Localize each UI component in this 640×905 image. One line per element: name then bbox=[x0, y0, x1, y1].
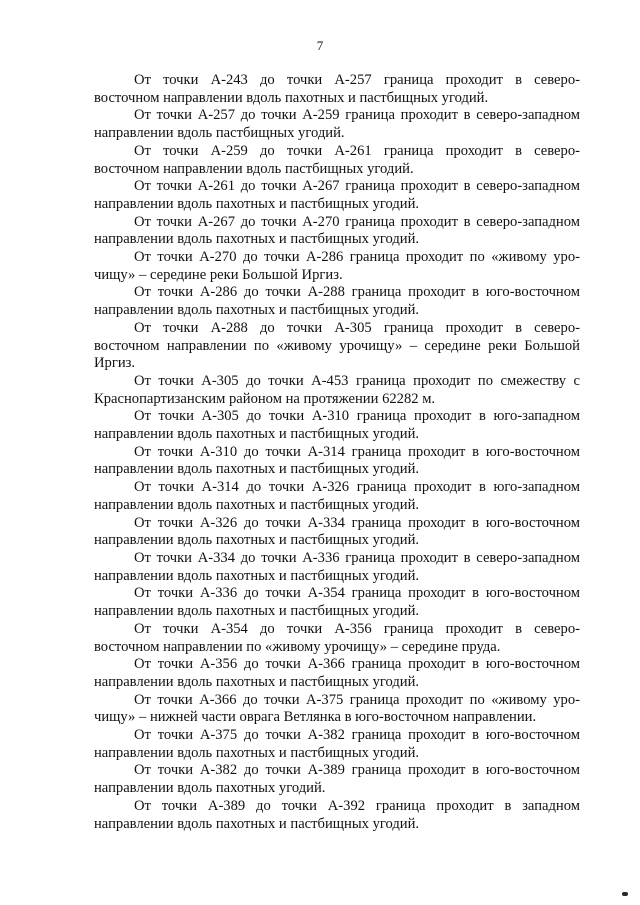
paragraph-line: От точки А-354 до точки А-356 граница проходит в северо- bbox=[134, 620, 580, 637]
paragraph bbox=[94, 373, 580, 408]
paragraph-line: чищу» – середине реки Большой Иргиз. bbox=[94, 266, 343, 283]
paragraph-line: От точки А-261 до точки А-267 граница проходит в северо-западном bbox=[134, 178, 580, 195]
document-body bbox=[94, 72, 580, 833]
paragraph-line: восточном направлении вдоль пахотных и пастбищных угодий. bbox=[94, 89, 489, 106]
paragraph-line: От точки А-314 до точки А-326 граница проходит в юго-западном bbox=[134, 479, 580, 496]
paragraph-line: От точки А-356 до точки А-366 граница проходит в юго-восточном bbox=[134, 656, 580, 673]
paragraph bbox=[94, 444, 580, 479]
paragraph-line: направлении вдоль пахотных и пастбищных угодий. bbox=[94, 567, 420, 584]
paragraph bbox=[94, 727, 580, 762]
paragraph bbox=[94, 72, 580, 107]
paragraph bbox=[94, 550, 580, 585]
paragraph bbox=[94, 178, 580, 213]
paragraph bbox=[94, 762, 580, 797]
paragraph-line: От точки А-336 до точки А-354 граница проходит в юго-восточном bbox=[134, 585, 580, 602]
paragraph bbox=[94, 585, 580, 620]
paragraph-line: От точки А-305 до точки А-453 граница проходит по смежеству с bbox=[134, 372, 580, 389]
paragraph-line: направлении вдоль пастбищных угодий. bbox=[94, 125, 345, 142]
paragraph-line: От точки А-305 до точки А-310 граница проходит в юго-западном bbox=[134, 408, 580, 425]
paragraph-line: направлении вдоль пахотных и пастбищных угодий. bbox=[94, 532, 420, 549]
paragraph-line: От точки А-267 до точки А-270 граница проходит в северо-западном bbox=[134, 213, 580, 230]
paragraph bbox=[94, 656, 580, 691]
paragraph-line: восточном направлении по «живому урочищу» – середине реки Большой bbox=[94, 337, 580, 354]
paragraph-line: Краснопартизанским районом на протяжении 62282 м. bbox=[94, 390, 436, 407]
paragraph-line: восточном направлении по «живому урочищу» – середине пруда. bbox=[94, 638, 501, 655]
paragraph-line: направлении вдоль пахотных и пастбищных угодий. bbox=[94, 426, 420, 443]
page-number: 7 bbox=[316, 38, 324, 53]
paragraph-line: От точки А-288 до точки А-305 граница проходит в северо- bbox=[134, 319, 580, 336]
paragraph-line: От точки А-310 до точки А-314 граница проходит в юго-восточном bbox=[134, 443, 580, 460]
paragraph bbox=[94, 515, 580, 550]
paragraph-line: направлении вдоль пахотных и пастбищных угодий. bbox=[94, 302, 420, 319]
paragraph-line: От точки А-270 до точки А-286 граница проходит по «живому уро- bbox=[134, 249, 580, 266]
paragraph bbox=[94, 107, 580, 142]
paragraph bbox=[94, 479, 580, 514]
paragraph-line: направлении вдоль пахотных и пастбищных угодий. bbox=[94, 673, 420, 690]
paragraph-line: направлении вдоль пахотных и пастбищных угодий. bbox=[94, 496, 420, 513]
paragraph-line: От точки А-286 до точки А-288 граница проходит в юго-восточном bbox=[134, 284, 580, 301]
paragraph-line: От точки А-259 до точки А-261 граница проходит в северо- bbox=[134, 142, 580, 159]
paragraph-line: направлении вдоль пахотных и пастбищных угодий. bbox=[94, 744, 420, 761]
paragraph-line: От точки А-334 до точки А-336 граница проходит в северо-западном bbox=[134, 549, 580, 566]
paragraph bbox=[94, 798, 580, 833]
paragraph bbox=[94, 143, 580, 178]
paragraph-line: направлении вдоль пахотных и пастбищных угодий. bbox=[94, 603, 420, 620]
paragraph-line: направлении вдоль пахотных и пастбищных угодий. bbox=[94, 461, 420, 478]
paragraph-line: От точки А-382 до точки А-389 граница проходит в юго-восточном bbox=[134, 762, 580, 779]
paragraph-line: направлении вдоль пахотных и пастбищных угодий. bbox=[94, 231, 420, 248]
paragraph bbox=[94, 284, 580, 319]
paragraph-line: От точки А-326 до точки А-334 граница проходит в юго-восточном bbox=[134, 514, 580, 531]
paragraph-line: Иргиз. bbox=[94, 355, 136, 372]
paragraph bbox=[94, 692, 580, 727]
paragraph-line: От точки А-257 до точки А-259 граница проходит в северо-западном bbox=[134, 107, 580, 124]
paragraph-line: От точки А-389 до точки А-392 граница проходит в западном bbox=[134, 797, 580, 814]
paragraph-line: направлении вдоль пахотных и пастбищных угодий. bbox=[94, 815, 420, 832]
paragraph-line: чищу» – нижней части оврага Ветлянка в юго-восточном направлении. bbox=[94, 709, 537, 726]
scan-mark bbox=[622, 892, 628, 896]
paragraph-line: направлении вдоль пахотных угодий. bbox=[94, 780, 326, 797]
paragraph bbox=[94, 408, 580, 443]
paragraph-line: направлении вдоль пахотных и пастбищных угодий. bbox=[94, 195, 420, 212]
paragraph-line: От точки А-366 до точки А-375 граница проходит по «живому уро- bbox=[134, 691, 580, 708]
paragraph bbox=[94, 214, 580, 249]
paragraph-line: восточном направлении вдоль пастбищных угодий. bbox=[94, 160, 414, 177]
paragraph bbox=[94, 249, 580, 284]
paragraph bbox=[94, 320, 580, 373]
paragraph bbox=[94, 621, 580, 656]
paragraph-line: От точки А-375 до точки А-382 граница проходит в юго-восточном bbox=[134, 727, 580, 744]
paragraph-line: От точки А-243 до точки А-257 граница проходит в северо- bbox=[134, 72, 580, 88]
